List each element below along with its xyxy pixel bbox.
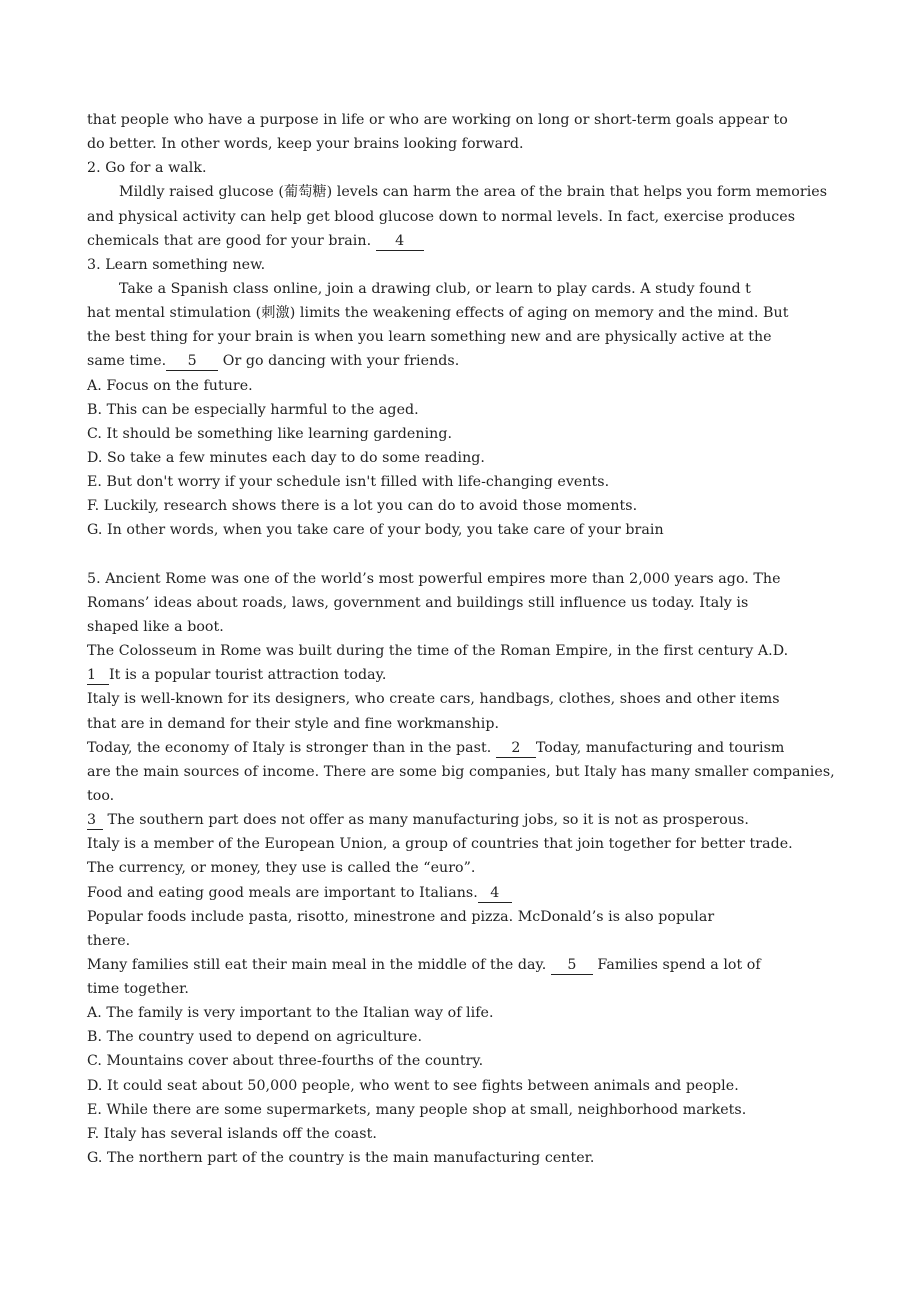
tip2-paragraph-line: and physical activity can help get blood glucose down to normal levels. In fact, exercise produces [87, 208, 796, 225]
colosseum-line [87, 663, 913, 687]
eu-line: The currency, or money, they use is called the “euro”. [87, 860, 476, 877]
tip2-text: chemicals that are good for your brain. [87, 232, 376, 249]
southern-text: The southern part does not offer as many manufacturing jobs, so it is not as prosperous. [103, 812, 749, 829]
blank-2: 2 [496, 739, 536, 758]
option-g: G. The northern part of the country is the main manufacturing center. [87, 1150, 595, 1167]
tip3-paragraph-line: the best thing for your brain is when you learn something new and are physically active at the [87, 329, 772, 346]
meal-line: time together. [87, 981, 189, 998]
eu-line: Italy is a member of the European Union, a group of countries that join together for better trade. [87, 836, 793, 853]
option-g: G. In other words, when you take care of your body, you take care of your brain [87, 522, 664, 539]
meal-line [87, 953, 913, 977]
tip3-paragraph-line: hat mental stimulation (刺激) limits the weakening effects of aging on memory and the mind. But [87, 305, 789, 322]
tip3-paragraph-line: Take a Spanish class online, join a drawing club, or learn to play cards. A study found t [119, 280, 751, 297]
blank-3: 3 [87, 811, 103, 830]
blank-1: 1 [87, 666, 109, 685]
option-c: C. Mountains cover about three-fourths of the country. [87, 1053, 484, 1070]
economy-text: Today, the economy of Italy is stronger than in the past. [87, 739, 496, 756]
option-c: C. It should be something like learning gardening. [87, 425, 453, 442]
blank-5: 5 [551, 956, 593, 975]
economy-text-after: Today, manufacturing and tourism [535, 739, 785, 756]
passage2-intro-line: 5. Ancient Rome was one of the world’s most powerful empires more than 2,000 years ago. The [87, 570, 781, 587]
option-d: D. It could seat about 50,000 people, who went to see fights between animals and people. [87, 1077, 739, 1094]
food-text: Food and eating good meals are important to Italians. [87, 884, 478, 901]
tip3-text-after: Or go dancing with your friends. [218, 353, 460, 370]
meal-text-after: Families spend a lot of [592, 956, 761, 973]
passage2-intro-line: shaped like a boot. [87, 618, 224, 635]
popular-line: there. [87, 932, 131, 949]
blank-4: 4 [376, 232, 424, 251]
option-f: F. Luckily, research shows there is a lot you can do to avoid those moments. [87, 498, 638, 515]
option-e: E. But don't worry if your schedule isn't filled with life-changing events. [87, 474, 610, 491]
option-a: A. The family is very important to the Italian way of life. [87, 1005, 494, 1022]
popular-line: Popular foods include pasta, risotto, minestrone and pizza. McDonald’s is also popular [87, 908, 715, 925]
economy-line [87, 736, 913, 760]
tip3-text: same time. [87, 353, 167, 370]
blank1-followup: It is a popular tourist attraction today. [109, 667, 387, 684]
meal-text: Many families still eat their main meal in the middle of the day. [87, 956, 551, 973]
option-a: A. Focus on the future. [87, 377, 253, 394]
passage2-intro-line: Romans’ ideas about roads, laws, government and buildings still influence us today. Italy is [87, 594, 749, 611]
option-b: B. The country used to depend on agriculture. [87, 1029, 423, 1046]
tip2-paragraph-last-line [87, 229, 913, 253]
passage2-intro-line: The Colosseum in Rome was built during the time of the Roman Empire, in the first century A.D. [87, 643, 789, 660]
southern-line [87, 808, 913, 832]
food-line [87, 881, 913, 905]
tip2-heading: 2. Go for a walk. [87, 160, 207, 177]
design-line: Italy is well-known for its designers, who create cars, handbags, clothes, shoes and other items [87, 691, 780, 708]
option-e: E. While there are some supermarkets, many people shop at small, neighborhood markets. [87, 1101, 747, 1118]
design-line: that are in demand for their style and fine workmanship. [87, 715, 500, 732]
blank-5: 5 [166, 352, 218, 371]
tip3-paragraph-last-line [87, 349, 913, 373]
tip2-paragraph-line: Mildly raised glucose (葡萄糖) levels can harm the area of the brain that helps you form memories [119, 184, 828, 201]
option-f: F. Italy has several islands off the coast. [87, 1125, 377, 1142]
passage1-intro-line: that people who have a purpose in life or who are working on long or short-term goals appear to [87, 112, 788, 128]
option-d: D. So take a few minutes each day to do some reading. [87, 449, 485, 466]
spacer [87, 543, 913, 567]
economy-line: are the main sources of income. There are some big companies, but Italy has many smaller companies, [87, 763, 835, 780]
economy-line: too. [87, 787, 115, 804]
passage1-intro-line: do better. In other words, keep your brains looking forward. [87, 136, 524, 153]
blank-4: 4 [478, 884, 512, 903]
document-page [87, 108, 913, 1170]
option-b: B. This can be especially harmful to the aged. [87, 401, 419, 418]
tip3-heading: 3. Learn something new. [87, 256, 266, 273]
